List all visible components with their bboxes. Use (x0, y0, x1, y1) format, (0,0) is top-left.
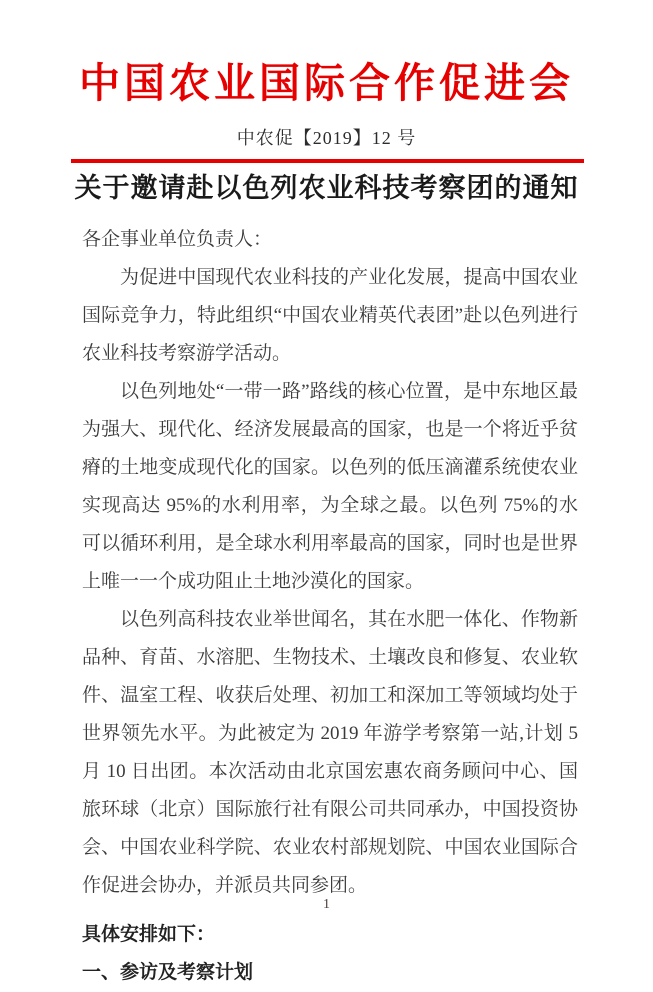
salutation-line: 各企事业单位负责人： (82, 229, 273, 250)
section-item-visit-plan: 一、参访及考察计划 (82, 962, 254, 983)
body-paragraph: 以色列地处“一带一路”路线的核心位置，是中东地区最为强大、现代化、经济发展最高的国家，也是一个将近乎贫瘠的土地变成现代化的国家。以色列的低压滴灌系统使农业实现高达 95%的水利用率，为全球之最。以色列 75%的水可以循环利用，是全球水利用率最高的国家，同时也是世界上唯一一个成功阻止土地沙漠化的国家。 (82, 381, 578, 592)
red-divider-rule (71, 159, 584, 163)
document-number: 中农促【2019】12 号 (236, 128, 417, 148)
notice-title: 关于邀请赴以色列农业科技考察团的通知 (74, 173, 579, 203)
body-paragraph: 为促进中国现代农业科技的产业化发展，提高中国农业国际竞争力，特此组织“中国农业精英代表团”赴以色列进行农业科技考察游学活动。 (82, 267, 578, 364)
document-body (82, 221, 578, 992)
body-paragraph: 以色列高科技农业举世闻名，其在水肥一体化、作物新品种、育苗、水溶肥、生物技术、土壤改良和修复、农业软件、温室工程、收获后处理、初加工和深加工等领域均处于世界领先水平。为此被定为 2019 年游学考察第一站,计划 5 月 10 日出团。本次活动由北京国宏惠农商务顾问中心、国旅环球（北京）国际旅行社有限公司共同承办，中国投资协会、中国农业科学院、农业农村部规划院、中国农业国际合作促进会协办，并派员共同参团。 (82, 609, 578, 896)
page-number: 1 (323, 897, 330, 912)
letterhead-org-title: 中国农业国际合作促进会 (79, 60, 574, 106)
arrangements-heading: 具体安排如下： (82, 924, 216, 945)
